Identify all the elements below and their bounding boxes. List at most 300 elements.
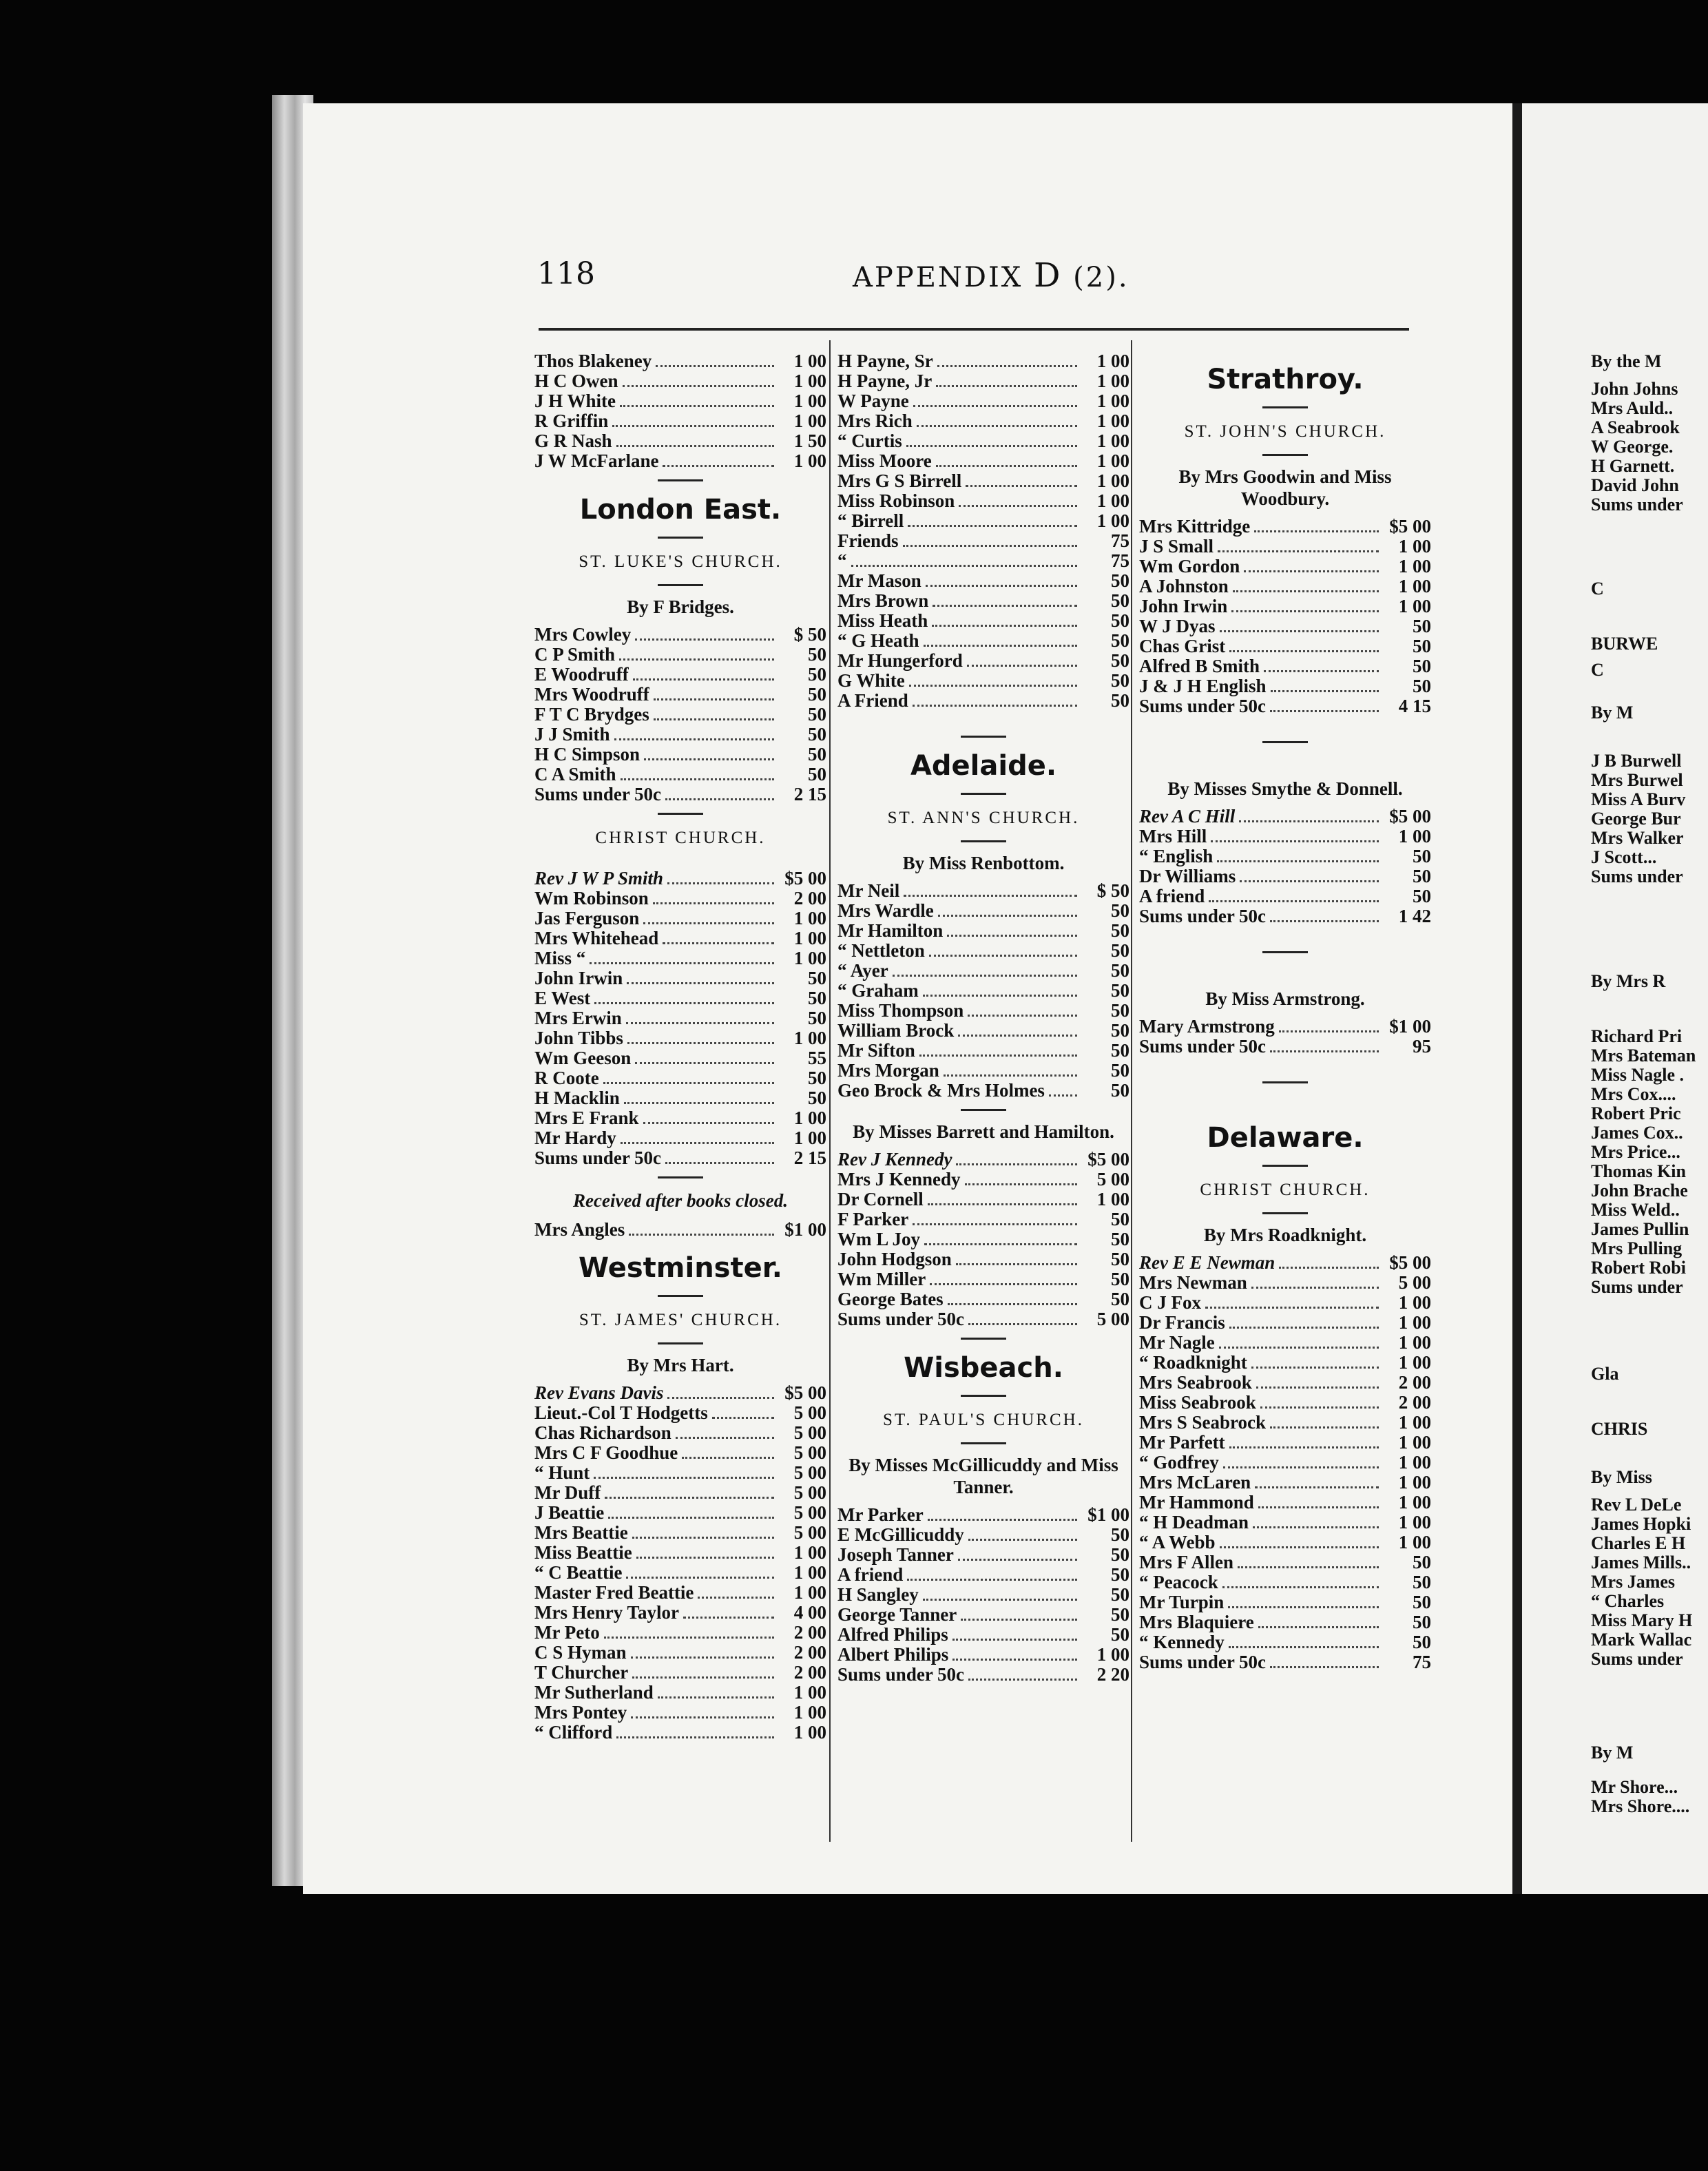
- donor-name: H Macklin: [534, 1088, 620, 1108]
- ledger-entry: [1139, 517, 1431, 537]
- section-rule: [658, 1295, 703, 1297]
- leader-dots: [612, 425, 774, 427]
- donor-name: Mrs Erwin: [534, 1008, 622, 1028]
- ledger-entry: [534, 1148, 826, 1168]
- collector-line: By Miss Armstrong.: [1205, 988, 1365, 1009]
- column-2: [837, 351, 1129, 1685]
- leader-dots: [633, 678, 774, 681]
- section-rule: [658, 813, 703, 815]
- donor-name: John Irwin: [1139, 596, 1228, 616]
- donation-amount: 50: [1111, 920, 1129, 941]
- leader-dots: [1255, 1486, 1379, 1488]
- ledger-entry: [534, 1723, 826, 1743]
- donation-amount: 5 00: [793, 1402, 826, 1423]
- donation-amount: 1 00: [793, 1542, 826, 1563]
- ledger-entry: [837, 351, 1129, 371]
- donation-amount: 50: [1111, 1000, 1129, 1021]
- fragment-line: Sums under: [1591, 1649, 1683, 1669]
- leader-dots: [626, 1022, 774, 1024]
- ledger-entry: [1139, 1592, 1431, 1612]
- ledger-entry: [534, 1643, 826, 1663]
- donor-name: Alfred Philips: [837, 1624, 948, 1645]
- leader-dots: [958, 1559, 1077, 1561]
- donor-name: Mrs Kittridge: [1139, 516, 1251, 537]
- ledger-entry: [534, 745, 826, 765]
- ledger-entry: [534, 1403, 826, 1423]
- donation-amount: 5 00: [793, 1442, 826, 1463]
- donor-name: J Beattie: [534, 1502, 605, 1523]
- donor-name: Mr Turpin: [1139, 1592, 1225, 1612]
- ledger-entry: [837, 1505, 1129, 1525]
- donor-name: G R Nash: [534, 430, 612, 451]
- donor-name: A friend: [837, 1564, 904, 1585]
- donation-amount: $1 00: [1087, 1504, 1129, 1525]
- fragment-line: W George.: [1591, 437, 1674, 457]
- donor-name: Wm Robinson: [534, 888, 649, 908]
- donation-amount: 50: [808, 644, 826, 665]
- donor-name: “: [837, 550, 847, 571]
- donation-amount: 50: [1413, 616, 1431, 636]
- leader-dots: [933, 605, 1077, 607]
- leader-dots: [626, 1577, 774, 1579]
- leader-dots: [621, 1142, 774, 1144]
- ledger-entry: [837, 1209, 1129, 1229]
- ledger-entry: [837, 471, 1129, 491]
- donor-name: Miss Beattie: [534, 1542, 632, 1563]
- ledger-entry: [534, 968, 826, 988]
- donation-amount: 50: [1111, 1209, 1129, 1229]
- donor-name: F Parker: [837, 1209, 909, 1229]
- ledger-entry: [837, 1081, 1129, 1101]
- leader-dots: [913, 1223, 1077, 1225]
- fragment-line: Mrs James: [1591, 1572, 1676, 1592]
- fragment-line: Mrs Auld..: [1591, 398, 1674, 418]
- donation-amount: 1 00: [793, 928, 826, 948]
- section-rule: [1262, 1165, 1308, 1167]
- donor-name: H C Simpson: [534, 744, 640, 765]
- leader-dots: [594, 1477, 774, 1479]
- ledger-entry: [534, 869, 826, 889]
- donor-name: “ Nettleton: [837, 940, 925, 961]
- donor-name: Wm Geeson: [534, 1048, 632, 1068]
- leader-dots: [632, 1537, 774, 1539]
- donation-amount: 50: [1413, 846, 1431, 866]
- donor-name: Chas Grist: [1139, 636, 1226, 656]
- donation-amount: $1 00: [1389, 1016, 1431, 1037]
- donation-amount: 50: [1111, 1544, 1129, 1565]
- donor-name: Sums under 50c: [1139, 696, 1267, 716]
- fragment-line: BURWE: [1591, 634, 1658, 654]
- donation-amount: 1 00: [793, 391, 826, 411]
- donor-name: George Tanner: [837, 1604, 957, 1625]
- ledger-entry: [534, 391, 826, 411]
- spacer: [1139, 926, 1431, 943]
- donation-amount: 2 00: [793, 1642, 826, 1663]
- donor-name: J W McFarlane: [534, 450, 659, 471]
- leader-dots: [631, 1656, 774, 1659]
- fragment-line: Mrs Burwel: [1591, 770, 1683, 790]
- ledger-entry: [534, 625, 826, 645]
- donation-amount: 75: [1111, 530, 1129, 551]
- leader-dots: [1219, 1347, 1379, 1349]
- donor-name: J H White: [534, 391, 616, 411]
- ledger-entry: [1139, 1313, 1431, 1333]
- leader-dots: [654, 718, 774, 720]
- ledger-entry: [1139, 1453, 1431, 1473]
- donor-name: “ Kennedy: [1139, 1632, 1225, 1652]
- leader-dots: [924, 645, 1078, 647]
- entry-list: [534, 869, 826, 1168]
- donation-amount: 50: [1111, 1584, 1129, 1605]
- leader-dots: [1228, 1606, 1379, 1608]
- donation-amount: 5 00: [793, 1482, 826, 1503]
- donor-name: “ Peacock: [1139, 1572, 1218, 1592]
- ledger-entry: [1139, 906, 1431, 926]
- leader-dots: [968, 1323, 1077, 1325]
- donor-name: Dr Francis: [1139, 1312, 1225, 1333]
- leader-dots: [1254, 530, 1379, 532]
- leader-dots: [1229, 1646, 1379, 1648]
- town-heading: London East.: [579, 494, 782, 526]
- leader-dots: [932, 625, 1077, 627]
- donor-name: Miss Seabrook: [1139, 1392, 1256, 1413]
- leader-dots: [936, 465, 1077, 467]
- ledger-entry: [837, 1249, 1129, 1269]
- ledger-entry: [1139, 1652, 1431, 1672]
- fragment-line: Rev L DeLe: [1591, 1495, 1682, 1515]
- leader-dots: [956, 1163, 1077, 1165]
- donation-amount: 50: [1111, 630, 1129, 651]
- fragment-line: Mr Shore...: [1591, 1777, 1678, 1797]
- ledger-entry: [837, 1665, 1129, 1685]
- fragment-line: J Scott...: [1591, 847, 1657, 867]
- ledger-entry: [534, 765, 826, 785]
- donation-amount: 50: [1111, 940, 1129, 961]
- donation-amount: 1 00: [1398, 1332, 1431, 1353]
- donation-amount: 1 00: [1398, 1352, 1431, 1373]
- donor-name: “ Birrell: [837, 510, 904, 531]
- leader-dots: [1251, 1367, 1379, 1369]
- donation-amount: $ 50: [1096, 880, 1129, 901]
- donation-amount: 1 00: [1096, 1644, 1129, 1665]
- donation-amount: 1 00: [1398, 826, 1431, 846]
- fragment-line: By the M: [1591, 351, 1662, 371]
- donation-amount: 4 00: [793, 1602, 826, 1623]
- fragment-line: Sums under: [1591, 1277, 1683, 1297]
- collector-line: By Mrs Hart.: [627, 1355, 734, 1375]
- donation-amount: 1 00: [793, 948, 826, 968]
- section-rule: [961, 1395, 1006, 1397]
- donor-name: Thos Blakeney: [534, 351, 652, 371]
- ledger-entry: [534, 451, 826, 471]
- ledger-entry: [837, 1150, 1129, 1170]
- ledger-entry: [837, 1269, 1129, 1289]
- section-rule: [1262, 741, 1308, 743]
- section-rule: [658, 1176, 703, 1178]
- fragment-line: By M: [1591, 1743, 1634, 1763]
- ledger-entry: [534, 1523, 826, 1543]
- leader-dots: [1049, 1094, 1077, 1097]
- fragment-line: John Brache: [1591, 1181, 1688, 1201]
- leader-dots: [1222, 1586, 1379, 1588]
- ledger-entry: [1139, 1393, 1431, 1413]
- donor-name: “ Hunt: [534, 1462, 590, 1483]
- section-rule: [658, 479, 703, 481]
- leader-dots: [663, 465, 774, 467]
- fragment-line: James Pullin: [1591, 1219, 1689, 1239]
- donation-amount: 50: [1413, 1612, 1431, 1632]
- leader-dots: [1238, 1566, 1379, 1568]
- ledger-entry: [534, 1703, 826, 1723]
- donor-name: Mr Parfett: [1139, 1432, 1225, 1453]
- donation-amount: 50: [808, 704, 826, 725]
- leader-dots: [1240, 880, 1379, 882]
- leader-dots: [636, 1557, 774, 1559]
- leader-dots: [624, 1102, 774, 1104]
- leader-dots: [926, 585, 1077, 587]
- entry-list: [837, 1150, 1129, 1329]
- donor-name: J J Smith: [534, 724, 610, 745]
- entry-list: [1139, 807, 1431, 926]
- leader-dots: [923, 995, 1077, 997]
- note-line: Received after books closed.: [573, 1190, 788, 1211]
- ledger-entry: [837, 1625, 1129, 1645]
- ledger-entry: [534, 431, 826, 451]
- donor-name: Mrs Seabrook: [1139, 1372, 1252, 1393]
- leader-dots: [1256, 1386, 1379, 1389]
- donation-amount: 5 00: [1096, 1169, 1129, 1190]
- donation-amount: 1 00: [793, 1582, 826, 1603]
- ledger-entry: [837, 491, 1129, 511]
- donation-amount: 50: [1413, 1592, 1431, 1612]
- ledger-entry: [534, 1028, 826, 1048]
- ledger-entry: [837, 1289, 1129, 1309]
- leader-dots: [603, 1082, 774, 1084]
- donor-name: H Payne, Sr: [837, 351, 933, 371]
- leader-dots: [616, 445, 774, 447]
- fragment-line: Gla: [1591, 1364, 1619, 1384]
- fragment-line: James Mills..: [1591, 1552, 1691, 1572]
- donation-amount: 50: [808, 764, 826, 785]
- ledger-entry: [534, 1068, 826, 1088]
- leader-dots: [1253, 1526, 1379, 1528]
- spacer: [1139, 963, 1431, 979]
- leader-dots: [627, 1042, 774, 1044]
- ledger-entry: [534, 1108, 826, 1128]
- leader-dots: [928, 1519, 1077, 1521]
- donor-name: Mrs Rich: [837, 411, 913, 431]
- leader-dots: [1229, 1327, 1379, 1329]
- ledger-entry: [837, 921, 1129, 941]
- section-rule: [1262, 1212, 1308, 1214]
- leader-dots: [629, 1234, 774, 1236]
- fragment-line: Mrs Price...: [1591, 1142, 1680, 1162]
- donor-name: “ Godfrey: [1139, 1452, 1219, 1473]
- ledger-entry: [534, 1088, 826, 1108]
- donor-name: Mrs E Frank: [534, 1108, 639, 1128]
- donor-name: Sums under 50c: [837, 1664, 965, 1685]
- donation-amount: 55: [808, 1048, 826, 1068]
- ledger-entry: [837, 1605, 1129, 1625]
- donation-amount: 5 00: [793, 1422, 826, 1443]
- entry-list: [534, 625, 826, 804]
- leader-dots: [906, 445, 1077, 447]
- ledger-entry: [534, 785, 826, 804]
- donation-amount: 50: [808, 1088, 826, 1108]
- donation-amount: 50: [1413, 676, 1431, 696]
- ledger-entry: [837, 531, 1129, 551]
- ledger-entry: [534, 1483, 826, 1503]
- donor-name: Mr Neil: [837, 880, 900, 901]
- donation-amount: 1 00: [1096, 371, 1129, 391]
- donor-name: E Woodruff: [534, 664, 629, 685]
- leader-dots: [1211, 840, 1379, 842]
- section-rule: [1262, 406, 1308, 408]
- section-rule: [961, 736, 1006, 738]
- leader-dots: [682, 1457, 774, 1459]
- ledger-entry: [1139, 1037, 1431, 1057]
- donor-name: C S Hyman: [534, 1642, 627, 1663]
- donation-amount: 2 00: [793, 1662, 826, 1683]
- donation-amount: 1 00: [1096, 450, 1129, 471]
- leader-dots: [608, 1517, 774, 1519]
- column-3: [1139, 351, 1431, 1672]
- donation-amount: 50: [1111, 960, 1129, 981]
- donation-amount: $5 00: [784, 868, 826, 889]
- donation-amount: $5 00: [1389, 516, 1431, 537]
- leader-dots: [928, 1203, 1077, 1205]
- donor-name: Lieut.-Col T Hodgetts: [534, 1402, 708, 1423]
- leader-dots: [621, 778, 774, 780]
- donation-amount: 50: [1111, 1040, 1129, 1061]
- leader-dots: [658, 1696, 774, 1699]
- fragment-line: Mrs Shore....: [1591, 1796, 1690, 1816]
- fragment-line: Miss Weld..: [1591, 1200, 1680, 1220]
- leader-dots: [656, 365, 774, 367]
- ledger-entry: [534, 1383, 826, 1403]
- donation-amount: 50: [1413, 1632, 1431, 1652]
- leader-dots: [952, 1639, 1077, 1641]
- section-rule: [658, 584, 703, 586]
- leader-dots: [1258, 1506, 1379, 1508]
- ledger-entry: [837, 881, 1129, 901]
- donor-name: Mrs Cowley: [534, 624, 632, 645]
- ledger-entry: [534, 645, 826, 665]
- leader-dots: [620, 405, 774, 407]
- entry-list: [1139, 1017, 1431, 1057]
- donor-name: J & J H English: [1139, 676, 1267, 696]
- donation-amount: 1 00: [793, 1108, 826, 1128]
- donation-amount: 2 00: [1398, 1372, 1431, 1393]
- donor-name: Sums under 50c: [534, 1147, 662, 1168]
- leader-dots: [851, 565, 1078, 567]
- donation-amount: 1 00: [793, 411, 826, 431]
- ledger-entry: [837, 631, 1129, 651]
- ledger-entry: [1139, 1273, 1431, 1293]
- ledger-entry: [837, 391, 1129, 411]
- leader-dots: [623, 385, 775, 387]
- donor-name: Mrs J Kennedy: [837, 1169, 961, 1190]
- fragment-line: J B Burwell: [1591, 751, 1682, 771]
- donor-name: Miss “: [534, 948, 586, 968]
- donation-amount: 4 15: [1398, 696, 1431, 716]
- donor-name: H Payne, Jr: [837, 371, 933, 391]
- leader-dots: [663, 942, 774, 944]
- leader-dots: [594, 1002, 774, 1004]
- fragment-line: George Bur: [1591, 809, 1681, 829]
- collector-line: By Misses Barrett and Hamilton.: [853, 1121, 1114, 1142]
- donor-name: W J Dyas: [1139, 616, 1216, 636]
- ledger-entry: [837, 1585, 1129, 1605]
- page-header: [537, 256, 1419, 298]
- spacer: [534, 852, 826, 869]
- donation-amount: 5 00: [793, 1522, 826, 1543]
- donation-amount: 50: [1413, 1552, 1431, 1572]
- donation-amount: 50: [808, 684, 826, 705]
- donor-name: Mrs C F Goodhue: [534, 1442, 678, 1463]
- column-divider: [1131, 340, 1132, 1842]
- fragment-line: H Garnett.: [1591, 456, 1675, 476]
- donor-name: Mr Hamilton: [837, 920, 944, 941]
- donation-amount: 1 00: [1398, 1452, 1431, 1473]
- page-title: APPENDIX D (2).: [853, 256, 1129, 295]
- ledger-entry: [837, 571, 1129, 591]
- ledger-entry: [1139, 576, 1431, 596]
- donor-name: Mrs Brown: [837, 590, 929, 611]
- donor-name: Mrs F Allen: [1139, 1552, 1233, 1572]
- ledger-entry: [1139, 1513, 1431, 1533]
- collector-line: By Misses Smythe & Donnell.: [1167, 778, 1403, 799]
- ledger-entry: [837, 671, 1129, 691]
- fragment-line: Thomas Kin: [1591, 1161, 1686, 1181]
- fragment-line: Mrs Bateman: [1591, 1046, 1696, 1066]
- ledger-entry: [837, 941, 1129, 961]
- ledger-entry: [1139, 656, 1431, 676]
- donor-name: “ A Webb: [1139, 1532, 1216, 1552]
- ledger-entry: [1139, 696, 1431, 716]
- donor-name: Mrs S Seabrock: [1139, 1412, 1267, 1433]
- donor-name: Mrs Blaquiere: [1139, 1612, 1254, 1632]
- leader-dots: [1217, 860, 1379, 862]
- ledger-entry: [534, 1008, 826, 1028]
- collector-line: By Miss Renbottom.: [902, 853, 1065, 873]
- section-rule: [1262, 951, 1308, 953]
- ledger-entry: [534, 1220, 826, 1240]
- donation-amount: 50: [1413, 1572, 1431, 1592]
- spacer: [1139, 1057, 1431, 1073]
- ledger-entry: [534, 351, 826, 371]
- ledger-entry: [534, 1623, 826, 1643]
- town-heading: Westminster.: [579, 1252, 782, 1284]
- ledger-entry: [1139, 1552, 1431, 1572]
- entry-list: [837, 351, 1129, 711]
- donor-name: Mrs Hill: [1139, 826, 1207, 846]
- ledger-entry: [837, 961, 1129, 981]
- donor-name: Master Fred Beattie: [534, 1582, 694, 1603]
- ledger-entry: [1139, 827, 1431, 846]
- leader-dots: [913, 405, 1077, 407]
- leader-dots: [590, 962, 774, 964]
- donor-name: “ G Heath: [837, 630, 919, 651]
- leader-dots: [635, 638, 774, 641]
- donor-name: E McGillicuddy: [837, 1524, 964, 1545]
- ledger-entry: [1139, 866, 1431, 886]
- donor-name: A Johnston: [1139, 576, 1229, 596]
- donation-amount: 50: [1111, 650, 1129, 671]
- leader-dots: [1239, 820, 1379, 822]
- donor-name: E West: [534, 988, 591, 1008]
- section-rule: [961, 793, 1006, 795]
